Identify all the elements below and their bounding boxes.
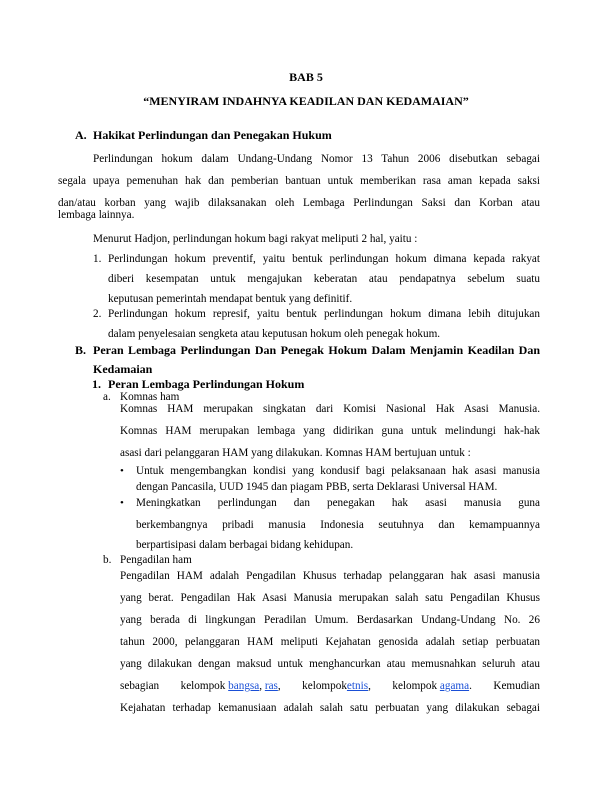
- paragraph-line: Pengadilan HAM adalah Pengadilan Khusus terhadap pelanggaran hak asasi manusia: [120, 570, 540, 582]
- item-b-marker: b.: [103, 554, 112, 566]
- paragraph-line: tahun 2000, pelanggaran HAM meliputi Kejahatan genosida adalah setiap perbuatan: [120, 636, 540, 648]
- chapter-number: BAB 5: [289, 70, 323, 84]
- paragraph-line: Kejahatan terhadap kemanusiaan adalah salah satu perbuatan yang dilakukan sebagai: [120, 702, 540, 714]
- item-b-title: Pengadilan ham: [120, 554, 192, 566]
- paragraph-line: lembaga lainnya.: [58, 209, 135, 221]
- bullet-line: berkembangnya pribadi manusia Indonesia seutuhnya dan kemampuannya: [136, 519, 540, 531]
- punct: .: [469, 680, 472, 692]
- word: kelompok: [302, 680, 347, 692]
- punct: ,: [277, 680, 281, 692]
- list-item-line: dalam penyelesaian sengketa atau keputusan hokum oleh penegak hokum.: [108, 328, 441, 340]
- punct: ,: [368, 680, 371, 692]
- bullet-line: dengan Pancasila, UUD 1945 dan piagam PBB, serta Deklarasi Universal HAM.: [136, 481, 498, 493]
- link-etnis[interactable]: etnis: [346, 680, 369, 692]
- section-a-paragraph-2: Menurut Hadjon, perlindungan hokum bagi rakyat meliputi 2 hal, yaitu :: [93, 233, 418, 245]
- paragraph-line: asasi dari pelanggaran HAM yang dilakukan. Komnas HAM bertujuan untuk :: [120, 447, 471, 459]
- paragraph-line: segala upaya pemenuhan hak dan pemberian bantuan untuk memberikan rasa aman kepada saksi: [58, 175, 540, 187]
- section-b-heading-cont: Kedamaian: [93, 362, 153, 376]
- link-agama[interactable]: agama: [439, 680, 470, 692]
- bullet-line: Meningkatkan perlindungan dan penegakan hak asasi manusia guna: [136, 497, 540, 509]
- paragraph-line: Komnas HAM merupakan singkatan dari Komisi Nasional Hak Asasi Manusia.: [120, 403, 540, 415]
- punct: ,: [259, 680, 263, 692]
- bullet-line: berpartisipasi dalam berbagai bidang kehidupan.: [136, 539, 354, 551]
- link-bangsa[interactable]: bangsa: [228, 680, 260, 692]
- section-b-heading: Peran Lembaga Perlindungan Dan Penegak Hokum Dalam Menjamin Keadilan Dan: [93, 343, 540, 357]
- list-item-line: Perlindungan hokum preventif, yaitu bentuk perlindungan hokum dimana kepada rakyat: [108, 253, 540, 265]
- bullet-line: Untuk mengembangkan kondisi yang kondusif bagi pelaksanaan hak asasi manusia: [136, 465, 540, 477]
- subsection-1-heading: Peran Lembaga Perlindungan Hokum: [108, 377, 305, 391]
- section-a-marker: A.: [75, 128, 87, 142]
- item-a-title: Komnas ham: [120, 391, 180, 403]
- item-a-marker: a.: [103, 391, 111, 403]
- word: kelompok: [392, 680, 438, 692]
- word: sebagian: [120, 680, 160, 692]
- paragraph-line: yang dilakukan dengan maksud untuk menghancurkan atau memusnahkan seluruh atau: [120, 658, 540, 670]
- section-a-heading: Hakikat Perlindungan dan Penegakan Hukum: [93, 128, 332, 142]
- word: Kemudian: [493, 680, 540, 692]
- list-marker: 2.: [93, 308, 102, 320]
- word-group: [181, 679, 281, 693]
- word-group: [302, 679, 371, 693]
- word: kelompok: [180, 680, 226, 692]
- subsection-1-marker: 1.: [92, 377, 101, 391]
- list-item-line: Perlindungan hokum represif, yaitu bentuk perlindungan hokum dimana lebih ditujukan: [108, 308, 540, 320]
- paragraph-line: dan/atau korban yang wajib dilaksanakan oleh Lembaga Perlindungan Saksi dan Korban atau: [58, 197, 540, 209]
- paragraph-line: yang berada di lingkungan Peradilan Umum. Berdasarkan Undang-Undang No. 26: [120, 614, 540, 626]
- paragraph-line: Komnas HAM merupakan lembaga yang didirikan guna untuk melindungi hak-hak: [120, 425, 540, 437]
- word-group: [392, 679, 472, 693]
- paragraph-line: yang berat. Pengadilan Hak Asasi Manusia merupakan salah satu Pengadilan Khusus: [120, 592, 540, 604]
- bullet-icon: •: [120, 497, 124, 509]
- list-item-line: keputusan pemerintah mendapat bentuk yang definitif.: [108, 293, 353, 305]
- chapter-title: “MENYIRAM INDAHNYA KEADILAN DAN KEDAMAIAN”: [143, 94, 469, 108]
- paragraph-line-with-links: [120, 679, 540, 693]
- section-b-marker: B.: [75, 343, 87, 357]
- list-marker: 1.: [93, 253, 102, 265]
- paragraph-line: Perlindungan hokum dalam Undang-Undang Nomor 13 Tahun 2006 disebutkan sebagai: [93, 153, 540, 165]
- list-item-line: diberi kesempatan untuk mengajukan keberatan atau pendapatnya sebelum suatu: [108, 273, 540, 285]
- link-ras[interactable]: ras: [264, 680, 278, 692]
- bullet-icon: •: [120, 465, 124, 477]
